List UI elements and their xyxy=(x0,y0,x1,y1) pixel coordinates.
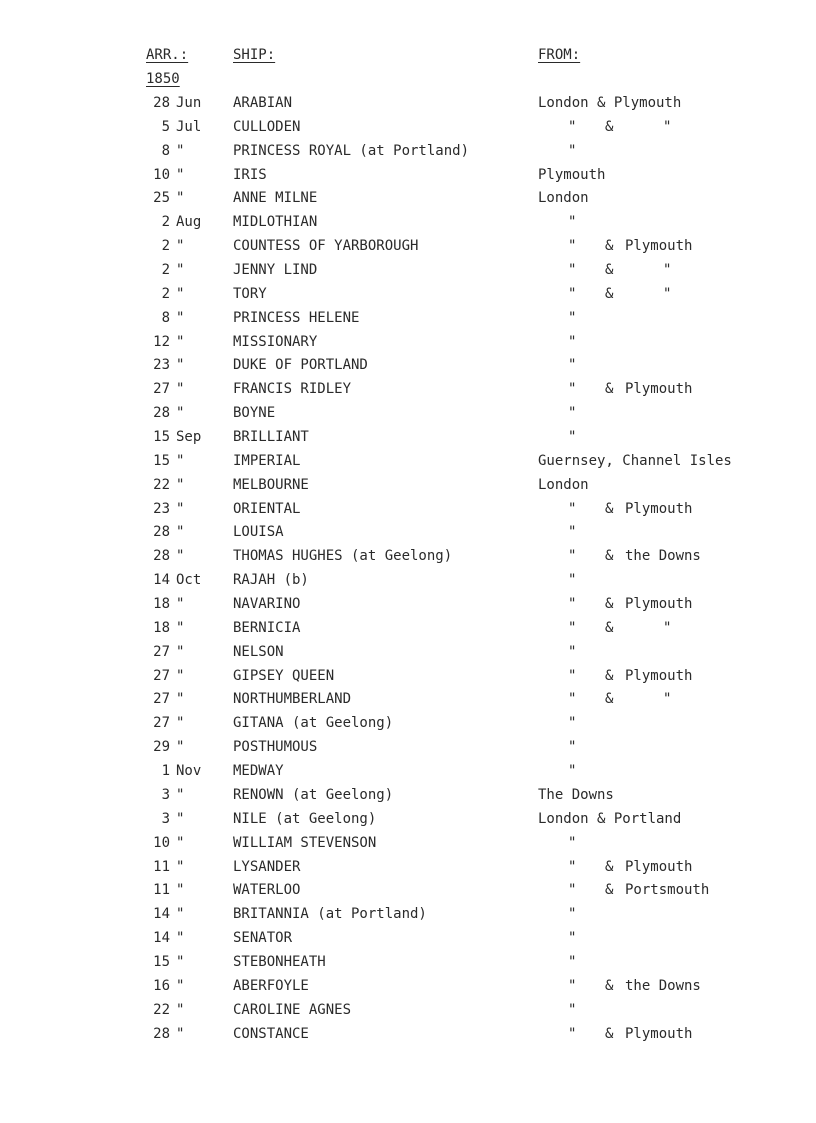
ship-name: PRINCESS HELENE xyxy=(233,309,360,326)
ship-name: BOYNE xyxy=(233,405,276,422)
arrival-month: " xyxy=(176,500,185,517)
arrival-day: 27 xyxy=(153,715,170,732)
arrival-day: 27 xyxy=(153,643,170,660)
origin-ditto-mark: " xyxy=(568,524,577,541)
arrival-day: 23 xyxy=(153,500,170,517)
arrival-day: 10 xyxy=(153,166,170,183)
table-row xyxy=(0,905,816,929)
origin-ditto-mark: " xyxy=(568,405,577,422)
origin-ditto-mark: " xyxy=(568,309,577,326)
table-row xyxy=(0,881,816,905)
arrival-month: " xyxy=(176,691,185,708)
table-row xyxy=(0,1001,816,1025)
origin-ditto-mark: " xyxy=(568,834,577,851)
table-row xyxy=(0,333,816,357)
origin-ditto-mark: " xyxy=(568,763,577,780)
ship-name: GITANA (at Geelong) xyxy=(233,715,394,732)
table-row xyxy=(0,619,816,643)
origin-ditto-mark: " xyxy=(568,262,577,279)
arrival-day: 2 xyxy=(161,262,170,279)
table-row xyxy=(0,500,816,524)
origin-ditto-mark: " xyxy=(568,858,577,875)
arrival-month: " xyxy=(176,596,185,613)
arrival-month: " xyxy=(176,882,185,899)
arrival-day: 11 xyxy=(153,858,170,875)
origin-ampersand: & xyxy=(605,500,614,517)
arrival-day: 27 xyxy=(153,667,170,684)
origin-second-port: Portsmouth xyxy=(625,882,710,899)
arrival-day: 2 xyxy=(161,238,170,255)
ship-name: ABERFOYLE xyxy=(233,977,309,994)
origin-ditto-mark: " xyxy=(568,500,577,517)
table-row xyxy=(0,309,816,333)
origin-ampersand: & xyxy=(605,858,614,875)
origin-second-port: Plymouth xyxy=(625,238,693,255)
header-arrival: ARR.: xyxy=(146,47,189,63)
arrival-month: " xyxy=(176,858,185,875)
arrival-day: 25 xyxy=(153,190,170,207)
arrivals-list xyxy=(0,94,816,1048)
arrival-month: " xyxy=(176,166,185,183)
origin-ditto-mark: " xyxy=(568,619,577,636)
ship-name: JENNY LIND xyxy=(233,262,318,279)
ship-name: ANNE MILNE xyxy=(233,190,318,207)
table-row xyxy=(0,643,816,667)
table-row xyxy=(0,977,816,1001)
arrival-day: 27 xyxy=(153,691,170,708)
arrival-month: " xyxy=(176,1025,185,1042)
arrival-month: " xyxy=(176,715,185,732)
origin-second-port: Plymouth xyxy=(625,381,693,398)
ship-name: RAJAH (b) xyxy=(233,572,309,589)
arrival-month: " xyxy=(176,667,185,684)
origin-ampersand: & xyxy=(605,882,614,899)
table-row xyxy=(0,595,816,619)
ship-name: BRILLIANT xyxy=(233,429,309,446)
origin-ditto-mark: " xyxy=(568,691,577,708)
origin-ditto-mark: " xyxy=(568,429,577,446)
ship-name: MEDWAY xyxy=(233,763,284,780)
origin-port: London & Plymouth xyxy=(538,95,682,111)
arrival-day: 28 xyxy=(153,95,170,111)
arrival-day: 14 xyxy=(153,930,170,947)
arrival-month: Jun xyxy=(176,95,202,111)
arrival-day: 18 xyxy=(153,596,170,613)
arrival-month: " xyxy=(176,333,185,350)
ship-name: POSTHUMOUS xyxy=(233,739,318,756)
origin-ditto-mark: " xyxy=(568,285,577,302)
header-ship: SHIP: xyxy=(233,47,276,63)
arrival-day: 11 xyxy=(153,882,170,899)
origin-ditto-mark: " xyxy=(568,333,577,350)
arrival-month: " xyxy=(176,548,185,565)
origin-ampersand: & xyxy=(605,118,614,135)
ship-name: RENOWN (at Geelong) xyxy=(233,786,394,803)
origin-ditto-mark: " xyxy=(568,977,577,994)
arrival-day: 2 xyxy=(161,285,170,302)
origin-ditto-mark: " xyxy=(568,596,577,613)
ship-name: NAVARINO xyxy=(233,596,301,613)
arrival-month: " xyxy=(176,643,185,660)
ship-name: FRANCIS RIDLEY xyxy=(233,381,352,398)
origin-ampersand: & xyxy=(605,285,614,302)
table-row xyxy=(0,953,816,977)
arrival-month: " xyxy=(176,977,185,994)
arrival-month: " xyxy=(176,739,185,756)
origin-ditto-mark: " xyxy=(568,1025,577,1042)
origin-ampersand: & xyxy=(605,238,614,255)
origin-second-ditto-mark: " xyxy=(663,118,672,135)
arrival-month: " xyxy=(176,190,185,207)
arrival-day: 28 xyxy=(153,405,170,422)
table-row xyxy=(0,1025,816,1049)
origin-ditto-mark: " xyxy=(568,739,577,756)
arrival-day: 15 xyxy=(153,429,170,446)
ship-name: DUKE OF PORTLAND xyxy=(233,357,368,374)
origin-port: London & Portland xyxy=(538,810,682,827)
ship-name: MISSIONARY xyxy=(233,333,318,350)
origin-second-port: the Downs xyxy=(625,977,701,994)
arrival-day: 28 xyxy=(153,1025,170,1042)
origin-ditto-mark: " xyxy=(568,643,577,660)
origin-second-port: Plymouth xyxy=(625,500,693,517)
origin-ampersand: & xyxy=(605,548,614,565)
arrival-month: " xyxy=(176,1001,185,1018)
table-row xyxy=(0,94,816,118)
origin-second-ditto-mark: " xyxy=(663,262,672,279)
arrival-month: " xyxy=(176,810,185,827)
table-row xyxy=(0,571,816,595)
origin-second-port: the Downs xyxy=(625,548,701,565)
origin-ditto-mark: " xyxy=(568,214,577,231)
table-row xyxy=(0,189,816,213)
table-row xyxy=(0,810,816,834)
table-row xyxy=(0,452,816,476)
ship-name: SENATOR xyxy=(233,930,293,947)
origin-port: The Downs xyxy=(538,786,614,803)
ship-name: BRITANNIA (at Portland) xyxy=(233,906,427,923)
ship-name: CULLODEN xyxy=(233,118,301,135)
ship-name: ARABIAN xyxy=(233,95,293,111)
origin-port: London xyxy=(538,476,589,493)
arrival-month: Oct xyxy=(176,572,202,589)
table-row xyxy=(0,213,816,237)
table-row xyxy=(0,476,816,500)
table-row xyxy=(0,261,816,285)
origin-ditto-mark: " xyxy=(568,572,577,589)
origin-second-port: Plymouth xyxy=(625,596,693,613)
arrival-month: Aug xyxy=(176,214,202,231)
ship-name: NILE (at Geelong) xyxy=(233,810,377,827)
arrival-month: " xyxy=(176,262,185,279)
origin-ampersand: & xyxy=(605,381,614,398)
ship-name: WATERLOO xyxy=(233,882,301,899)
table-row xyxy=(0,118,816,142)
arrival-day: 28 xyxy=(153,524,170,541)
year-label: 1850 xyxy=(146,71,180,87)
arrival-day: 16 xyxy=(153,977,170,994)
arrival-day: 15 xyxy=(153,452,170,469)
origin-ampersand: & xyxy=(605,977,614,994)
ship-name: WILLIAM STEVENSON xyxy=(233,834,377,851)
origin-second-port: Plymouth xyxy=(625,1025,693,1042)
ship-name: CONSTANCE xyxy=(233,1025,309,1042)
arrival-month: " xyxy=(176,619,185,636)
ship-name: THOMAS HUGHES (at Geelong) xyxy=(233,548,453,565)
arrival-month: Sep xyxy=(176,429,202,446)
arrival-day: 14 xyxy=(153,572,170,589)
table-row xyxy=(0,834,816,858)
arrival-day: 3 xyxy=(161,786,170,803)
table-row xyxy=(0,380,816,404)
arrival-month: " xyxy=(176,405,185,422)
table-row xyxy=(0,428,816,452)
origin-port: London xyxy=(538,190,589,207)
table-row xyxy=(0,166,816,190)
table-row xyxy=(0,738,816,762)
arrival-day: 22 xyxy=(153,476,170,493)
arrival-month: " xyxy=(176,906,185,923)
ship-name: IRIS xyxy=(233,166,267,183)
origin-second-ditto-mark: " xyxy=(663,691,672,708)
origin-ampersand: & xyxy=(605,1025,614,1042)
origin-second-port: Plymouth xyxy=(625,667,693,684)
arrival-day: 8 xyxy=(161,142,170,159)
origin-ditto-mark: " xyxy=(568,667,577,684)
arrival-day: 29 xyxy=(153,739,170,756)
arrival-day: 2 xyxy=(161,214,170,231)
origin-second-port: Plymouth xyxy=(625,858,693,875)
arrival-day: 3 xyxy=(161,810,170,827)
origin-ditto-mark: " xyxy=(568,953,577,970)
origin-ampersand: & xyxy=(605,667,614,684)
arrival-day: 8 xyxy=(161,309,170,326)
table-row xyxy=(0,690,816,714)
ship-name: ORIENTAL xyxy=(233,500,301,517)
arrival-day: 1 xyxy=(161,763,170,780)
arrival-month: " xyxy=(176,953,185,970)
ship-name: NORTHUMBERLAND xyxy=(233,691,352,708)
arrival-month: " xyxy=(176,834,185,851)
ship-name: GIPSEY QUEEN xyxy=(233,667,335,684)
ship-name: PRINCESS ROYAL (at Portland) xyxy=(233,142,470,159)
arrival-day: 27 xyxy=(153,381,170,398)
ship-name: TORY xyxy=(233,285,267,302)
origin-ditto-mark: " xyxy=(568,142,577,159)
ship-name: MELBOURNE xyxy=(233,476,309,493)
arrival-month: " xyxy=(176,476,185,493)
arrival-month: " xyxy=(176,524,185,541)
table-row xyxy=(0,237,816,261)
ship-name: IMPERIAL xyxy=(233,452,301,469)
arrival-day: 22 xyxy=(153,1001,170,1018)
table-row xyxy=(0,667,816,691)
table-row xyxy=(0,786,816,810)
arrival-month: " xyxy=(176,786,185,803)
arrival-month: " xyxy=(176,930,185,947)
table-row xyxy=(0,858,816,882)
arrival-day: 14 xyxy=(153,906,170,923)
origin-ditto-mark: " xyxy=(568,118,577,135)
ship-name: STEBONHEATH xyxy=(233,953,326,970)
arrival-month: Jul xyxy=(176,118,202,135)
origin-ditto-mark: " xyxy=(568,1001,577,1018)
table-row xyxy=(0,547,816,571)
ship-name: MIDLOTHIAN xyxy=(233,214,318,231)
arrival-day: 5 xyxy=(161,118,170,135)
origin-port: Guernsey, Channel Isles xyxy=(538,452,732,469)
header-from: FROM: xyxy=(538,47,581,63)
origin-ditto-mark: " xyxy=(568,906,577,923)
arrival-month: " xyxy=(176,452,185,469)
origin-ampersand: & xyxy=(605,596,614,613)
arrival-month: " xyxy=(176,285,185,302)
ship-name: COUNTESS OF YARBOROUGH xyxy=(233,238,419,255)
arrival-month: " xyxy=(176,238,185,255)
arrival-month: Nov xyxy=(176,763,202,780)
arrival-day: 10 xyxy=(153,834,170,851)
table-row xyxy=(0,356,816,380)
table-row xyxy=(0,523,816,547)
ship-name: LYSANDER xyxy=(233,858,301,875)
arrival-day: 23 xyxy=(153,357,170,374)
arrival-month: " xyxy=(176,357,185,374)
origin-ampersand: & xyxy=(605,262,614,279)
origin-ditto-mark: " xyxy=(568,548,577,565)
arrival-day: 15 xyxy=(153,953,170,970)
origin-ampersand: & xyxy=(605,691,614,708)
origin-ampersand: & xyxy=(605,619,614,636)
table-row xyxy=(0,142,816,166)
arrival-day: 18 xyxy=(153,619,170,636)
table-row xyxy=(0,285,816,309)
table-row xyxy=(0,714,816,738)
origin-ditto-mark: " xyxy=(568,930,577,947)
arrival-month: " xyxy=(176,142,185,159)
origin-ditto-mark: " xyxy=(568,381,577,398)
table-row xyxy=(0,762,816,786)
arrival-day: 12 xyxy=(153,333,170,350)
ship-name: NELSON xyxy=(233,643,284,660)
ship-name: LOUISA xyxy=(233,524,284,541)
origin-ditto-mark: " xyxy=(568,882,577,899)
table-row xyxy=(0,929,816,953)
origin-ditto-mark: " xyxy=(568,238,577,255)
origin-ditto-mark: " xyxy=(568,715,577,732)
origin-second-ditto-mark: " xyxy=(663,285,672,302)
arrival-month: " xyxy=(176,381,185,398)
ship-name: CAROLINE AGNES xyxy=(233,1001,352,1018)
origin-ditto-mark: " xyxy=(568,357,577,374)
arrival-day: 28 xyxy=(153,548,170,565)
origin-port: Plymouth xyxy=(538,166,606,183)
arrival-month: " xyxy=(176,309,185,326)
ship-name: BERNICIA xyxy=(233,619,301,636)
origin-second-ditto-mark: " xyxy=(663,619,672,636)
table-row xyxy=(0,404,816,428)
